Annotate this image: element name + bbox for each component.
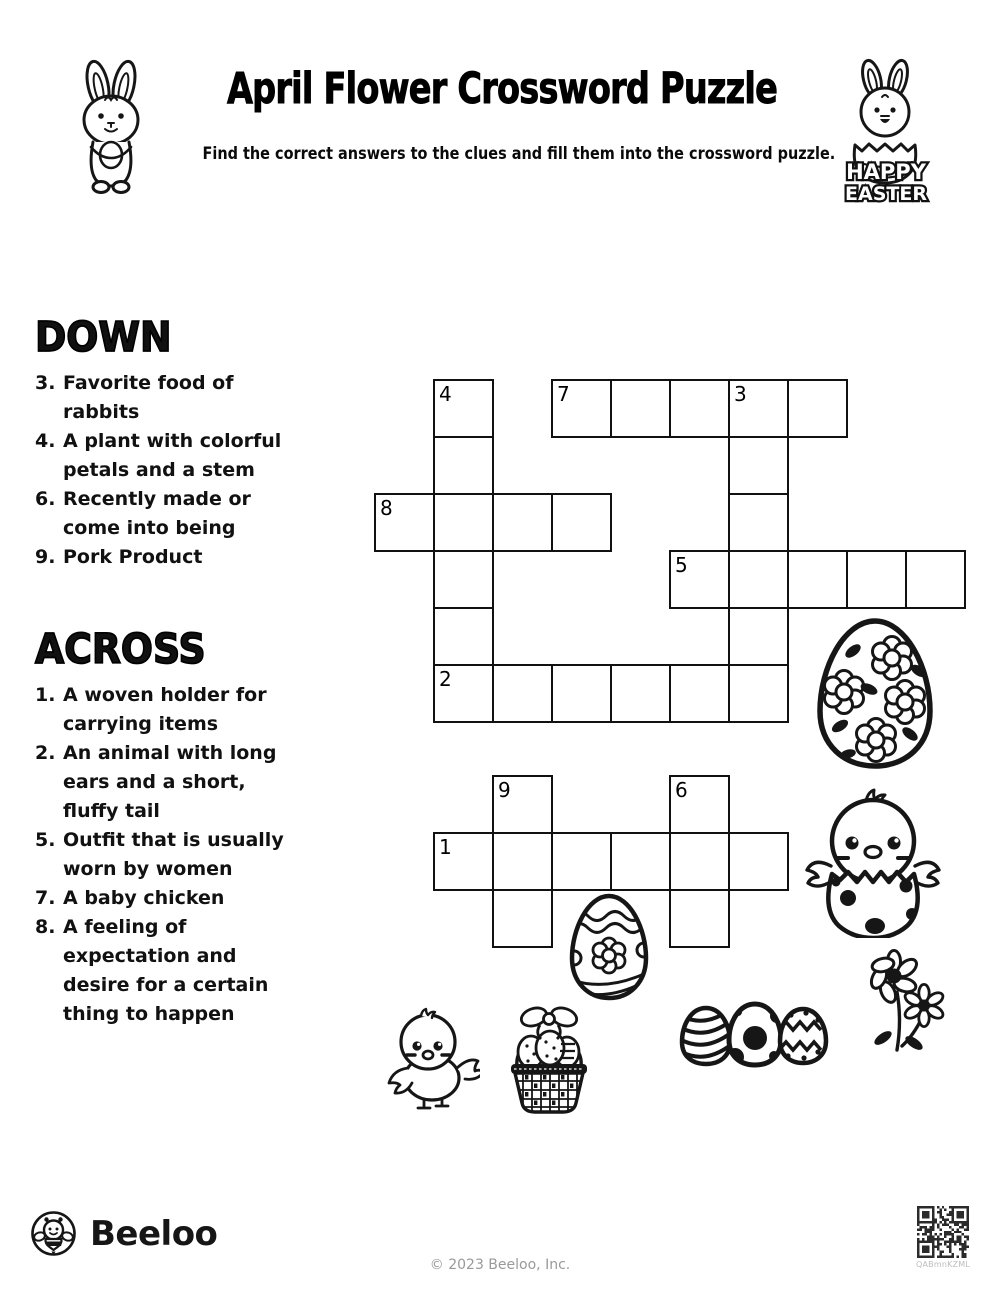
page-title: April Flower Crossword Puzzle xyxy=(227,64,778,114)
down-heading: DOWN xyxy=(35,313,172,361)
grid-cell[interactable] xyxy=(728,379,789,438)
grid-cell[interactable] xyxy=(551,379,612,438)
grid-cell[interactable] xyxy=(433,832,494,891)
grid-cell[interactable] xyxy=(433,436,494,495)
copyright-text: © 2023 Beeloo, Inc. xyxy=(429,1257,571,1273)
grid-cell[interactable] xyxy=(492,775,553,834)
chick-in-eggshell-illustration xyxy=(798,786,948,938)
beeloo-logo-icon xyxy=(30,1210,77,1257)
grid-cell[interactable] xyxy=(728,550,789,609)
grid-cell[interactable] xyxy=(492,664,553,723)
grid-cell[interactable] xyxy=(374,493,435,552)
three-easter-eggs-illustration xyxy=(678,1000,830,1068)
clue-item xyxy=(35,681,315,739)
grid-cell[interactable] xyxy=(551,664,612,723)
grid-cell[interactable] xyxy=(669,379,730,438)
grid-cell[interactable] xyxy=(433,607,494,666)
grid-cell[interactable] xyxy=(787,550,848,609)
grid-cell[interactable] xyxy=(846,550,907,609)
grid-cell[interactable] xyxy=(669,664,730,723)
grid-cell[interactable] xyxy=(728,436,789,495)
clue-item xyxy=(35,913,315,1029)
clue-number: 2. xyxy=(35,742,56,764)
clue-text: Pork Product xyxy=(63,546,203,568)
clue-text: Recently made or come into being xyxy=(63,488,251,539)
page-subtitle: Find the correct answers to the clues and fill them into the crossword puzzle. xyxy=(202,144,836,164)
brand-name: Beeloo xyxy=(90,1213,218,1254)
grid-cell[interactable] xyxy=(669,832,730,891)
grid-cell[interactable] xyxy=(492,493,553,552)
grid-cell[interactable] xyxy=(433,379,494,438)
cell-number: 3 xyxy=(734,382,747,406)
down-clues-section xyxy=(35,314,315,572)
clue-number: 9. xyxy=(35,546,56,568)
cell-number: 9 xyxy=(498,778,511,802)
clue-item xyxy=(35,884,315,913)
cell-number: 4 xyxy=(439,382,452,406)
grid-cell[interactable] xyxy=(669,550,730,609)
grid-cell[interactable] xyxy=(728,607,789,666)
grid-cell[interactable] xyxy=(728,664,789,723)
across-heading: ACROSS xyxy=(35,625,206,673)
grid-cell[interactable] xyxy=(433,550,494,609)
baby-chick-illustration xyxy=(384,1006,480,1112)
across-clues-section xyxy=(35,626,315,1029)
clue-item xyxy=(35,826,315,884)
qr-caption: QABmnKZML xyxy=(915,1260,970,1269)
grid-cell[interactable] xyxy=(728,832,789,891)
clue-item xyxy=(35,369,315,427)
grid-cell[interactable] xyxy=(728,493,789,552)
grid-cell[interactable] xyxy=(669,775,730,834)
cell-number: 1 xyxy=(439,835,452,859)
flower-egg-small-illustration xyxy=(562,892,656,1002)
cell-number: 7 xyxy=(557,382,570,406)
flower-egg-large-illustration xyxy=(806,616,944,771)
clue-text: Outfit that is usually worn by women xyxy=(63,829,284,880)
clue-text: A feeling of expectation and desire for a certain thing to happen xyxy=(63,916,269,1025)
clue-number: 7. xyxy=(35,887,56,909)
qr-code xyxy=(917,1206,969,1258)
grid-cell[interactable] xyxy=(787,379,848,438)
clue-item xyxy=(35,427,315,485)
clue-text: Favorite food of rabbits xyxy=(63,372,234,423)
clue-number: 3. xyxy=(35,372,56,394)
clue-item xyxy=(35,485,315,543)
clue-text: A baby chicken xyxy=(63,887,225,909)
grid-cell[interactable] xyxy=(610,379,671,438)
clue-number: 5. xyxy=(35,829,56,851)
grid-cell[interactable] xyxy=(610,832,671,891)
clue-number: 4. xyxy=(35,430,56,452)
easter-basket-illustration xyxy=(503,1004,595,1116)
clue-item xyxy=(35,739,315,826)
clue-number: 8. xyxy=(35,916,56,938)
daisy-flowers-illustration xyxy=(861,948,947,1060)
grid-cell[interactable] xyxy=(433,664,494,723)
clue-text: A plant with colorful petals and a stem xyxy=(63,430,282,481)
svg-text:EASTER: EASTER xyxy=(845,183,927,205)
grid-cell[interactable] xyxy=(610,664,671,723)
grid-cell[interactable] xyxy=(492,832,553,891)
cell-number: 8 xyxy=(380,496,393,520)
clue-text: A woven holder for carrying items xyxy=(63,684,267,735)
grid-cell[interactable] xyxy=(905,550,966,609)
happy-easter-text xyxy=(836,160,936,206)
cell-number: 5 xyxy=(675,553,688,577)
grid-cell[interactable] xyxy=(551,493,612,552)
svg-text:HAPPY: HAPPY xyxy=(846,160,926,184)
grid-cell[interactable] xyxy=(492,889,553,948)
cell-number: 2 xyxy=(439,667,452,691)
clue-text: An animal with long ears and a short, fluffy tail xyxy=(63,742,277,822)
clue-number: 6. xyxy=(35,488,56,510)
grid-cell[interactable] xyxy=(669,889,730,948)
grid-cell[interactable] xyxy=(551,832,612,891)
cell-number: 6 xyxy=(675,778,688,802)
grid-cell[interactable] xyxy=(433,493,494,552)
clue-item xyxy=(35,543,315,572)
bunny-holding-egg-illustration xyxy=(74,58,148,198)
clue-number: 1. xyxy=(35,684,56,706)
brand-lockup xyxy=(30,1210,217,1257)
